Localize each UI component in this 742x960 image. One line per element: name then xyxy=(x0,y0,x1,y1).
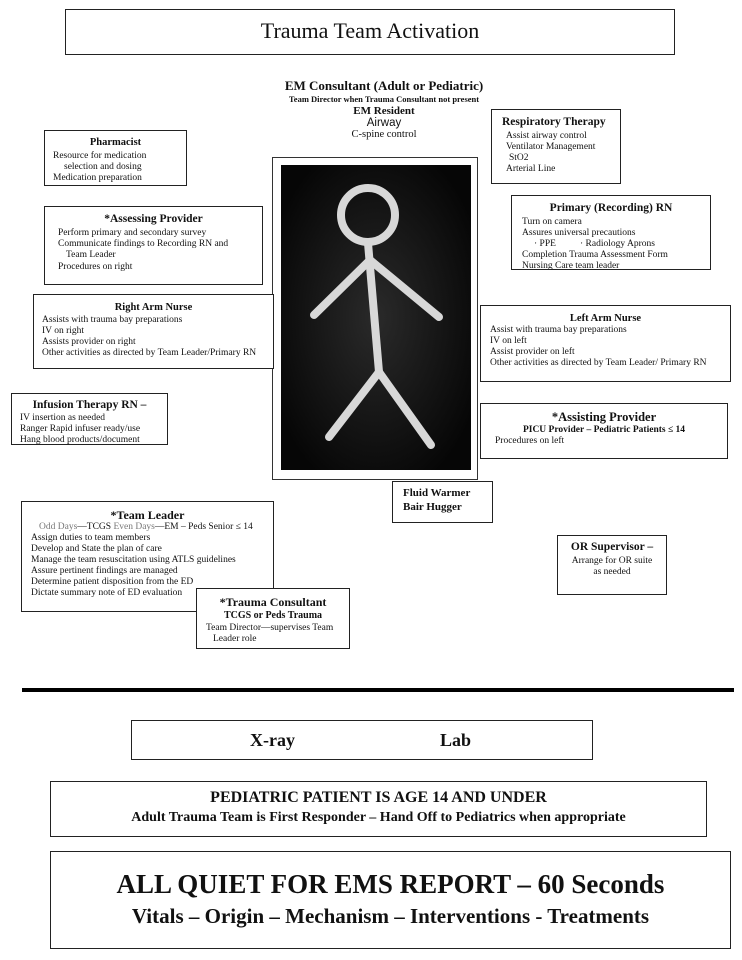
respiratory-therapy-box xyxy=(491,109,621,184)
trauma-consultant-line: Leader role xyxy=(213,634,257,644)
primary-rn-line: Turn on camera xyxy=(522,217,582,227)
lab-label: Lab xyxy=(440,730,472,750)
even-days-label: Even Days xyxy=(113,522,155,532)
fluid-warmer-label: Fluid Warmer xyxy=(403,487,471,499)
left-arm-line: IV on left xyxy=(490,336,527,346)
pharmacist-line: selection and dosing xyxy=(64,162,142,172)
right-arm-line: IV on right xyxy=(42,326,85,336)
team-leader-line: Determine patient disposition from the ED xyxy=(31,577,194,587)
title-box xyxy=(65,9,675,55)
pharmacist-line: Medication preparation xyxy=(53,173,142,183)
primary-rn-line: Completion Trauma Assessment Form xyxy=(522,250,668,260)
respiratory-line: Ventilator Management xyxy=(506,142,596,152)
assisting-provider-box xyxy=(480,403,728,459)
page-title: Trauma Team Activation xyxy=(260,18,480,43)
team-leader-line: Dictate summary note of ED evaluation xyxy=(31,588,183,598)
pediatric-notice-box xyxy=(50,781,707,837)
team-leader-line: Assure pertinent findings are managed xyxy=(31,566,178,576)
assessing-provider-box xyxy=(44,206,263,285)
primary-rn-line: Assures universal precautions xyxy=(522,228,636,238)
patient-figure-frame xyxy=(272,157,478,480)
team-leader-title: *Team Leader xyxy=(110,508,185,522)
right-arm-nurse-box xyxy=(33,294,274,369)
or-supervisor-line: Arrange for OR suite xyxy=(571,556,653,566)
assessing-line: Team Leader xyxy=(66,250,116,260)
bair-hugger-label: Bair Hugger xyxy=(403,501,462,513)
all-quiet-box xyxy=(50,851,731,949)
ems-report-items: Vitals – Origin – Mechanism – Interventions - Treatments xyxy=(131,904,650,928)
respiratory-therapy-title: Respiratory Therapy xyxy=(502,116,606,128)
all-quiet-heading: ALL QUIET FOR EMS REPORT – 60 Seconds xyxy=(116,869,665,899)
em-consultant-subtitle: Team Director when Trauma Consultant not present xyxy=(288,94,480,104)
trauma-consultant-subtitle: TCGS or Peds Trauma xyxy=(223,610,323,621)
team-leader-schedule xyxy=(39,522,253,533)
em-duty-cspine: C-spine control xyxy=(351,129,417,140)
primary-rn-line: · Radiology Aprons xyxy=(580,239,655,249)
right-arm-line: Other activities as directed by Team Leader/Primary RN xyxy=(42,348,257,358)
pharmacist-box xyxy=(44,130,187,186)
primary-rn-title: Primary (Recording) RN xyxy=(549,202,673,214)
pediatric-age-notice: PEDIATRIC PATIENT IS AGE 14 AND UNDER xyxy=(210,789,547,806)
stick-figure-image xyxy=(281,165,471,470)
xray-label: X-ray xyxy=(250,730,295,750)
even-days-team: —EM – Peds Senior ≤ 14 xyxy=(154,522,253,532)
left-arm-line: Other activities as directed by Team Leader/ Primary RN xyxy=(490,358,707,368)
or-supervisor-box xyxy=(557,535,667,595)
section-divider xyxy=(22,688,734,692)
or-supervisor-title: OR Supervisor – xyxy=(570,541,654,553)
fluid-warmer-box xyxy=(392,481,493,523)
respiratory-line: Arterial Line xyxy=(506,164,556,174)
left-arm-line: Assist provider on left xyxy=(490,347,575,357)
or-supervisor-line: as needed xyxy=(593,567,631,577)
pharmacist-line: Resource for medication xyxy=(53,151,147,161)
assessing-provider-title: *Assessing Provider xyxy=(104,213,203,225)
infusion-therapy-box xyxy=(11,393,168,445)
assisting-provider-title: *Assisting Provider xyxy=(551,410,657,424)
assessing-line: Procedures on right xyxy=(58,262,133,272)
primary-rn-line: · PPE xyxy=(534,239,556,249)
trauma-consultant-title: *Trauma Consultant xyxy=(219,595,327,609)
assessing-line: Perform primary and secondary survey xyxy=(58,228,207,238)
em-resident: EM Resident xyxy=(353,105,415,117)
left-arm-line: Assist with trauma bay preparations xyxy=(490,325,627,335)
assisting-provider-subtitle: PICU Provider – Pediatric Patients ≤ 14 xyxy=(522,425,686,435)
pediatric-handoff-notice: Adult Trauma Team is First Responder – Hand Off to Pediatrics when appropriate xyxy=(131,810,626,825)
right-arm-line: Assists with trauma bay preparations xyxy=(42,315,183,325)
xray-lab-box xyxy=(131,720,593,760)
team-leader-line: Assign duties to team members xyxy=(31,533,151,543)
infusion-line: Ranger Rapid infuser ready/use xyxy=(20,424,141,434)
em-duty-airway: Airway xyxy=(366,117,402,129)
primary-rn-box xyxy=(511,195,711,270)
trauma-consultant-box xyxy=(196,588,350,649)
trauma-consultant-line: Team Director—supervises Team xyxy=(206,623,334,633)
left-arm-nurse-box xyxy=(480,305,731,382)
team-leader-line: Manage the team resuscitation using ATLS guidelines xyxy=(31,555,236,565)
respiratory-line: StO2 xyxy=(509,153,529,163)
left-arm-nurse-title: Left Arm Nurse xyxy=(569,313,642,324)
respiratory-line: Assist airway control xyxy=(506,131,587,141)
primary-rn-line: Nursing Care team leader xyxy=(522,261,620,270)
pharmacist-title: Pharmacist xyxy=(89,137,142,148)
right-arm-nurse-title: Right Arm Nurse xyxy=(114,302,193,313)
odd-days-label: Odd Days xyxy=(39,522,78,532)
infusion-therapy-title: Infusion Therapy RN – xyxy=(32,399,147,411)
infusion-line: IV insertion as needed xyxy=(20,413,106,423)
assisting-line: Procedures on left xyxy=(495,436,565,446)
right-arm-line: Assists provider on right xyxy=(42,337,136,347)
team-leader-line: Develop and State the plan of care xyxy=(31,544,162,554)
em-consultant-title: EM Consultant (Adult or Pediatric) xyxy=(284,78,484,93)
infusion-line: Hang blood products/document xyxy=(20,435,140,445)
assessing-line: Communicate findings to Recording RN and xyxy=(58,239,229,249)
odd-days-team: —TCGS xyxy=(77,522,112,532)
